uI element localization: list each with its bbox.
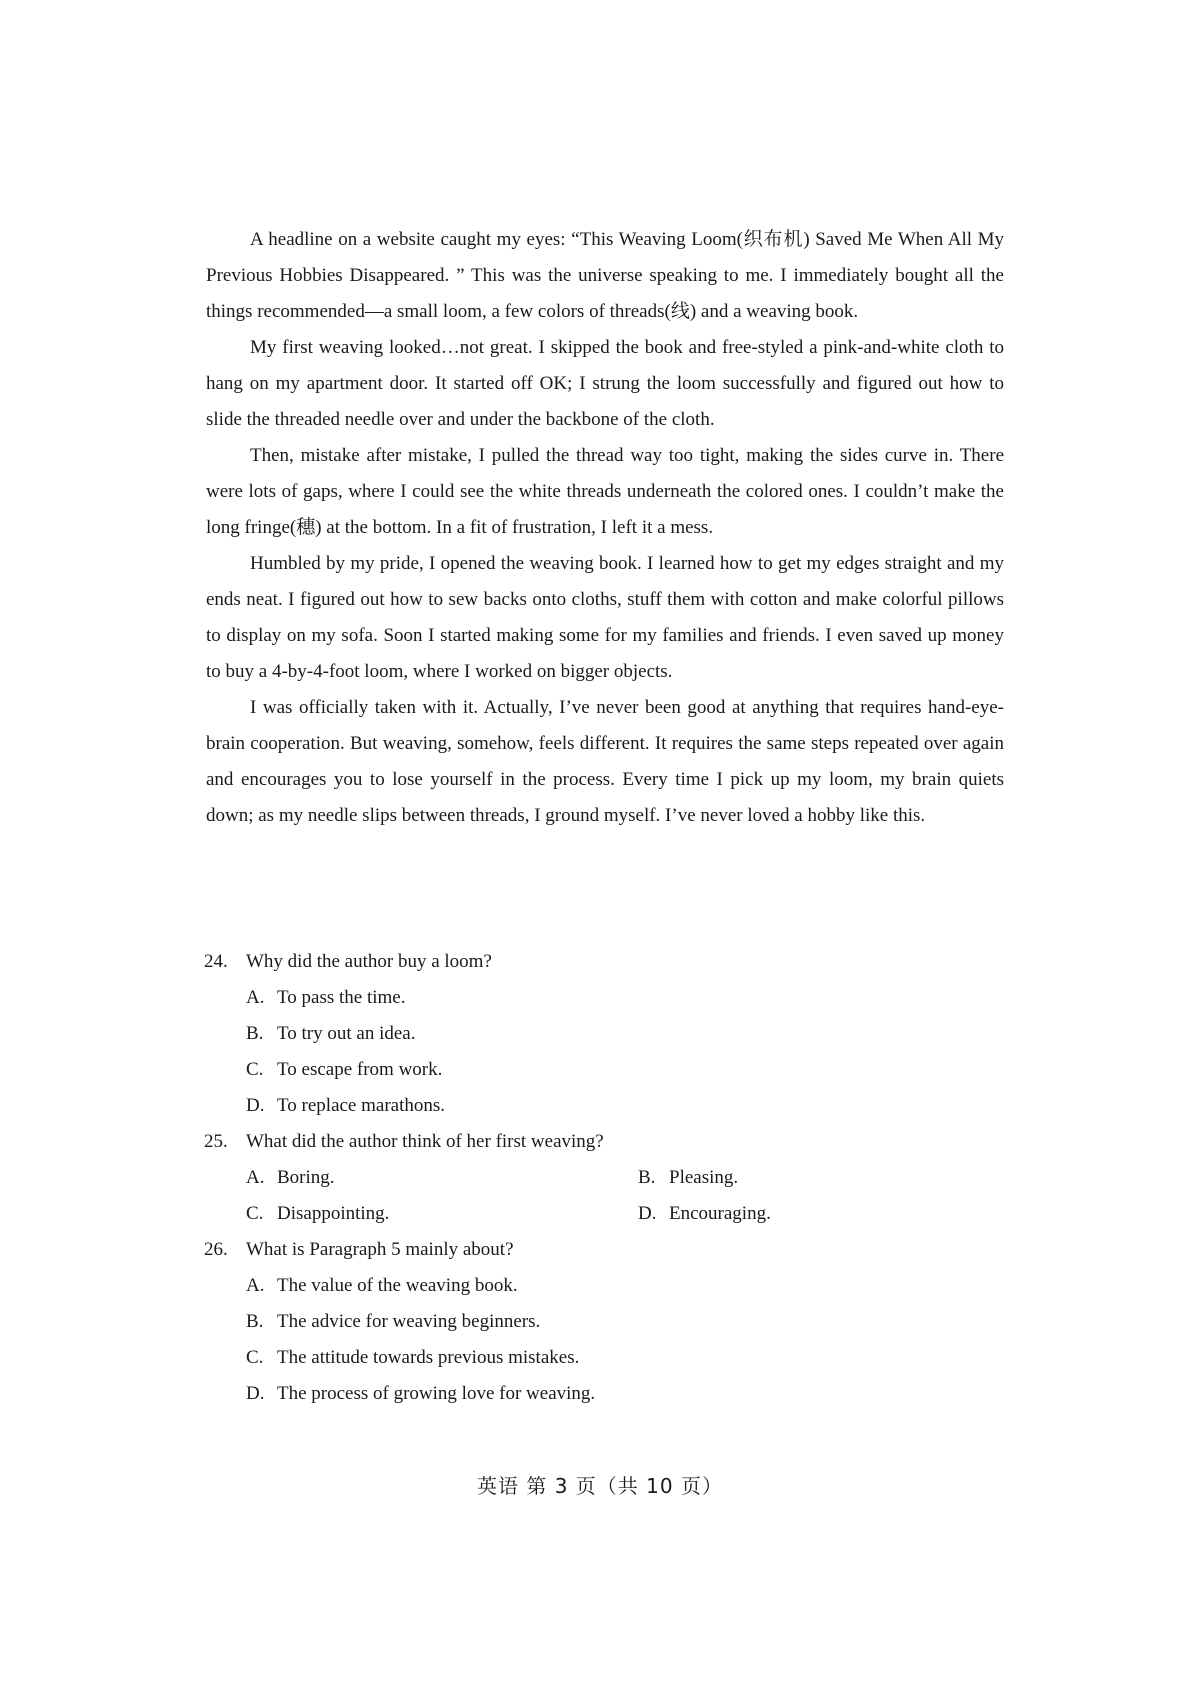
option-a [246,1160,638,1196]
option-text: Boring. [277,1167,335,1188]
question-text: What did the author think of her first weaving? [246,1131,604,1152]
option-list [246,1160,1004,1232]
option-d [638,1196,1030,1232]
passage-paragraph-1: A headline on a website caught my eyes: “This Weaving Loom(织布机) Saved Me When All My Previous Hobbies Disappeared. ” This was the universe speaking to me. I immediately bought all the things recommended—a small loom, a few colors of threads(线) and a weaving book. [206,229,1004,322]
option-letter: D. [638,1203,657,1224]
option-text: Pleasing. [669,1167,739,1188]
question-25 [204,1124,1004,1232]
option-text: The process of growing love for weaving. [277,1383,596,1404]
question-stem [204,1232,1004,1268]
option-text: To pass the time. [277,987,406,1008]
option-text: The value of the weaving book. [277,1275,518,1296]
question-number: 24. [204,951,228,972]
option-text: The advice for weaving beginners. [277,1311,541,1332]
option-letter: B. [246,1311,264,1332]
option-b [246,1016,1004,1052]
option-text: Encouraging. [669,1203,771,1224]
reading-passage [206,222,1004,834]
option-list [246,1268,1004,1412]
option-b [246,1304,1004,1340]
option-letter: A. [246,987,265,1008]
option-letter: D. [246,1095,265,1116]
option-d [246,1376,1004,1412]
option-letter: B. [246,1023,264,1044]
question-24 [204,944,1004,1124]
question-list [204,944,1004,1412]
passage-paragraph-2: My first weaving looked…not great. I skipped the book and free-styled a pink-and-white cloth to hang on my apartment door. It started off OK; I strung the loom successfully and figured out how to slide the threaded needle over and under the backbone of the cloth. [206,337,1004,430]
option-d [246,1088,1004,1124]
option-c [246,1052,1004,1088]
question-26 [204,1232,1004,1412]
option-text: The attitude towards previous mistakes. [277,1347,580,1368]
option-text: To try out an idea. [277,1023,416,1044]
passage-paragraph-3: Then, mistake after mistake, I pulled the thread way too tight, making the sides curve in. There were lots of gaps, where I could see the white threads underneath the colored ones. I couldn’t make the long fringe(穗) at the bottom. In a fit of frustration, I left it a mess. [206,445,1004,538]
question-stem [204,944,1004,980]
option-letter: B. [638,1167,656,1188]
option-c [246,1340,1004,1376]
option-list [246,980,1004,1124]
question-number: 25. [204,1131,228,1152]
option-c [246,1196,638,1232]
option-text: To replace marathons. [277,1095,446,1116]
passage-paragraph-5: I was officially taken with it. Actually, I’ve never been good at anything that requires hand-eye-brain cooperation. But weaving, somehow, feels different. It requires the same steps repeated over again and encourages you to lose yourself in the process. Every time I pick up my loom, my brain quiets down; as my needle slips between threads, I ground myself. I’ve never loved a hobby like this. [206,697,1004,826]
option-a [246,1268,1004,1304]
option-letter: C. [246,1059,264,1080]
option-text: To escape from work. [277,1059,443,1080]
option-a [246,980,1004,1016]
question-text: Why did the author buy a loom? [246,951,492,972]
option-letter: D. [246,1383,265,1404]
question-stem [204,1124,1004,1160]
option-letter: C. [246,1347,264,1368]
option-letter: A. [246,1275,265,1296]
page-footer: 英语 第 3 页（共 10 页） [477,1474,723,1498]
option-text: Disappointing. [277,1203,390,1224]
option-b [638,1160,1030,1196]
question-text: What is Paragraph 5 mainly about? [246,1239,514,1260]
option-letter: A. [246,1167,265,1188]
question-number: 26. [204,1239,228,1260]
passage-paragraph-4: Humbled by my pride, I opened the weaving book. I learned how to get my edges straight and my ends neat. I figured out how to sew backs onto cloths, stuff them with cotton and make colorful pillows to display on my sofa. Soon I started making some for my families and friends. I even saved up money to buy a 4-by-4-foot loom, where I worked on bigger objects. [206,553,1004,682]
option-letter: C. [246,1203,264,1224]
